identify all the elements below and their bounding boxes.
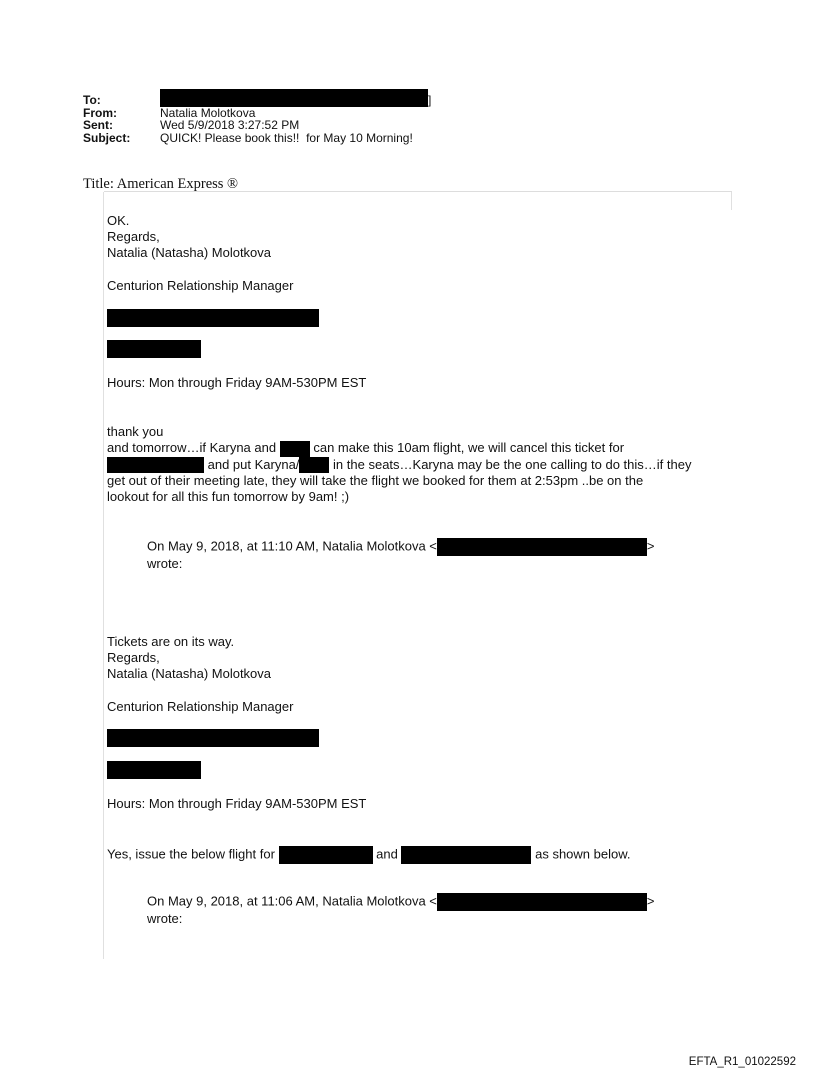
email-header	[83, 94, 431, 144]
para-line-4: lookout for all this fun tomorrow by 9am! ;)	[107, 489, 350, 505]
subject-row	[83, 132, 431, 145]
para-line-1	[107, 440, 737, 457]
quote-2-line-1	[147, 893, 727, 911]
para-line-2	[107, 457, 737, 474]
message-thank-you	[107, 424, 737, 505]
redaction-passenger-1	[279, 846, 373, 864]
redaction-email-1	[437, 538, 647, 556]
thank-text: thank you	[107, 424, 164, 439]
quote-1-suffix: >	[646, 538, 655, 554]
message-ok	[107, 213, 737, 261]
document-id: EFTA_R1_01022592	[688, 1056, 796, 1068]
from-value: Natalia Molotkova	[160, 105, 256, 120]
message-issue-flight	[107, 846, 737, 864]
role-line-2: Centurion Relationship Manager	[107, 699, 294, 714]
redaction-name-c	[299, 457, 329, 473]
redaction-to	[160, 89, 428, 107]
para-line-2a: and put Karyna/	[207, 456, 300, 472]
from-label: From:	[83, 105, 117, 120]
redaction-contact-1	[107, 309, 319, 327]
redaction-name-a	[280, 441, 310, 457]
ok-text: OK.	[107, 213, 130, 228]
quote-1-line-1	[147, 538, 727, 556]
issue-text-c: as shown below.	[535, 846, 631, 862]
subject-label: Subject:	[83, 130, 131, 145]
signature-name-2: Natalia (Natasha) Molotkova	[107, 666, 272, 681]
document-title: Title: American Express ®	[83, 176, 239, 192]
redaction-contact-2	[107, 729, 319, 747]
quote-2-suffix: >	[646, 893, 655, 909]
redaction-name-b	[107, 457, 204, 473]
issue-text-a: Yes, issue the below flight for	[107, 846, 275, 862]
hours-line: Hours: Mon through Friday 9AM-530PM EST	[107, 375, 367, 390]
redaction-passenger-2	[401, 846, 531, 864]
redaction-phone-1	[107, 340, 201, 358]
para-line-2b: in the seats…Karyna may be the one calling to do this…if they	[333, 456, 692, 472]
subject-value: QUICK! Please book this!! for May 10 Morning!	[160, 130, 413, 145]
quote-border-left	[103, 192, 104, 959]
quote-1-prefix: On May 9, 2018, at 11:10 AM, Natalia Molotkova <	[147, 538, 437, 554]
quote-header-1	[147, 538, 727, 572]
to-row	[83, 94, 431, 107]
quote-header-2	[147, 893, 727, 927]
sent-value: Wed 5/9/2018 3:27:52 PM	[160, 118, 300, 132]
quote-2-wrote: wrote:	[147, 911, 183, 926]
para-line-3: get out of their meeting late, they will take the flight we booked for them at 2:53pm ..be on the	[107, 473, 644, 489]
message-tickets	[107, 634, 737, 682]
sent-row	[83, 119, 431, 132]
redaction-email-2	[437, 893, 647, 911]
redaction-phone-2	[107, 761, 201, 779]
para-line-1a: and tomorrow…if Karyna and	[107, 440, 277, 455]
regards-text: Regards,	[107, 229, 160, 244]
to-bracket: ]	[428, 93, 432, 107]
signature-name: Natalia (Natasha) Molotkova	[107, 245, 272, 260]
issue-text-b: and	[376, 846, 398, 862]
tickets-text: Tickets are on its way.	[107, 634, 235, 649]
quote-1-wrote: wrote:	[147, 556, 183, 571]
quote-2-prefix: On May 9, 2018, at 11:06 AM, Natalia Molotkova <	[147, 893, 437, 909]
quote-border-right	[731, 192, 732, 210]
role-line: Centurion Relationship Manager	[107, 278, 294, 293]
to-label: To:	[83, 93, 101, 107]
hours-line-2: Hours: Mon through Friday 9AM-530PM EST	[107, 796, 367, 811]
regards-text-2: Regards,	[107, 650, 160, 665]
title-divider	[104, 191, 732, 192]
para-line-1b: can make this 10am flight, we will cancel this ticket for	[313, 440, 625, 455]
sent-label: Sent:	[83, 118, 113, 132]
